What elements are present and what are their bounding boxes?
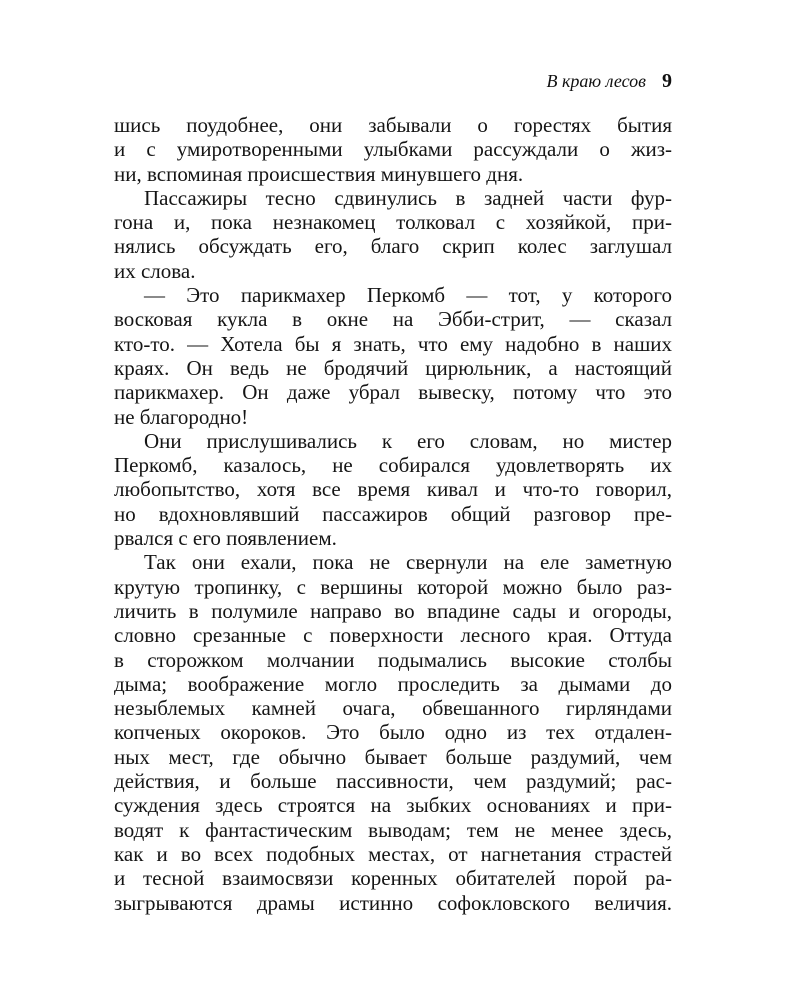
text-line: гона и, пока незнакомец толковал с хозяйкой, при- — [114, 210, 672, 235]
text-line: копченых окороков. Это было одно из тех отдален- — [114, 720, 672, 745]
running-head — [546, 70, 672, 93]
text-line: любопытство, хотя все время кивал и что-то говорил, — [114, 477, 672, 502]
text-line: Так они ехали, пока не свернули на еле заметную — [144, 550, 672, 575]
text-line: но вдохновлявший пассажиров общий разговор пре- — [114, 501, 672, 526]
text-line: ных мест, где обычно бывает больше раздумий, чем — [114, 744, 672, 769]
text-line: незыблемых камней очага, обвешанного гирляндами — [114, 696, 672, 721]
text-line: рвался с его появлением. — [114, 526, 337, 551]
body-text — [114, 113, 672, 915]
text-line: в сторожком молчании подымались высокие столбы — [114, 647, 672, 672]
running-title: В краю лесов — [546, 71, 646, 91]
text-line: личить в полумиле направо во впадине сады и огороды, — [114, 598, 672, 623]
text-line: Пассажиры тесно сдвинулись в задней части фур- — [144, 185, 672, 210]
text-line: суждения здесь строятся на зыбких основаниях и при- — [114, 793, 672, 818]
text-line: нялись обсуждать его, благо скрип колес заглушал — [114, 234, 672, 259]
text-line: шись поудобнее, они забывали о горестях бытия — [114, 113, 672, 137]
text-line: действия, и больше пассивности, чем раздумий; рас- — [114, 769, 672, 794]
text-line: кто-то. — Хотела бы я знать, что ему надобно в наших — [114, 331, 672, 356]
text-line: как и во всех подобных местах, от нагнетания страстей — [114, 841, 672, 866]
text-line: и с умиротворенными улыбками рассуждали о жиз- — [114, 137, 672, 162]
text-line: Они прислушивались к его словам, но мистер — [144, 428, 672, 453]
text-line: водят к фантастическим выводам; тем не менее здесь, — [114, 817, 672, 842]
text-line: не благородно! — [114, 404, 249, 429]
text-line: зыгрываются драмы истинно софокловского величия. — [114, 890, 672, 915]
text-line: восковая кукла в окне на Эбби-стрит, — сказал — [114, 307, 672, 332]
text-line: ни, вспоминая происшествия минувшего дня. — [114, 161, 524, 186]
page-number: 9 — [662, 70, 672, 92]
text-line: дыма; воображение могло проследить за дымами до — [114, 671, 672, 696]
text-line: — Это парикмахер Перкомб — тот, у которого — [144, 283, 672, 308]
text-line: их слова. — [114, 258, 196, 283]
text-line: парикмахер. Он даже убрал вывеску, потому что это — [114, 380, 672, 405]
text-line: крутую тропинку, с вершины которой можно было раз- — [114, 574, 672, 599]
text-line: словно срезанные с поверхности лесного края. Оттуда — [114, 623, 672, 648]
text-line: краях. Он ведь не бродячий цирюльник, а настоящий — [114, 355, 672, 380]
text-line: Перкомб, казалось, не собирался удовлетворять их — [114, 453, 672, 478]
text-line: и тесной взаимосвязи коренных обитателей порой ра- — [114, 866, 672, 891]
